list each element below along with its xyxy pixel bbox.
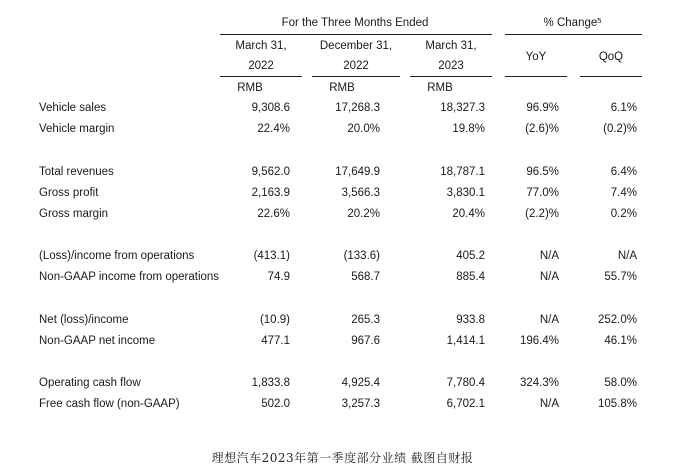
cell-q1-2022: 477.1 [261, 335, 290, 347]
change-group-header [505, 16, 640, 30]
cell-q1-2022: 22.6% [257, 208, 290, 220]
column-rule-yoy [505, 76, 567, 77]
cell-yoy: 96.5% [526, 166, 559, 178]
change-group-label: % Change [543, 17, 598, 29]
cell-q1-2022: 9,562.0 [251, 166, 290, 178]
unit-label-q4-2022: RMB [329, 82, 355, 94]
cell-qoq: 58.0% [604, 377, 637, 389]
cell-qoq: 6.4% [610, 166, 637, 178]
cell-qoq: 46.1% [604, 335, 637, 347]
row-label: (Loss)/income from operations [39, 250, 195, 262]
cell-q4-2022: (133.6) [343, 250, 380, 262]
cell-q1-2023: 19.8% [452, 123, 485, 135]
cell-q1-2023: 7,780.4 [446, 377, 485, 389]
cell-q1-2023: 20.4% [452, 208, 485, 220]
cell-yoy: 96.9% [526, 102, 559, 114]
row-label: Total revenues [39, 166, 114, 178]
cell-q1-2023: 933.8 [456, 314, 485, 326]
cell-q1-2022: 502.0 [261, 398, 290, 410]
row-label: Gross margin [39, 208, 109, 220]
cell-q4-2022: 568.7 [351, 271, 380, 283]
cell-q1-2022: 22.4% [257, 123, 290, 135]
cell-yoy: (2.2)% [525, 208, 559, 220]
cell-q4-2022: 265.3 [351, 314, 380, 326]
cell-q1-2022: (10.9) [259, 314, 290, 326]
cell-q1-2023: 18,327.3 [440, 102, 485, 114]
unit-label-q1-2022: RMB [237, 82, 263, 94]
cell-yoy: N/A [539, 250, 559, 262]
row-label: Vehicle sales [39, 102, 107, 114]
cell-q1-2022: 1,833.8 [251, 377, 290, 389]
cell-yoy: 196.4% [519, 335, 559, 347]
cell-q1-2022: 74.9 [267, 271, 290, 283]
column-header-q1-2023-date: March 31, [425, 40, 477, 52]
change-footnote-marker: 5 [597, 16, 602, 25]
cell-qoq: 0.2% [610, 208, 637, 220]
cell-yoy: N/A [539, 271, 559, 283]
cell-q4-2022: 4,925.4 [341, 377, 380, 389]
cell-q4-2022: 20.0% [347, 123, 380, 135]
image-caption: 理想汽车2023年第一季度部分业绩 截图自财报 [211, 451, 474, 465]
row-label: Non-GAAP net income [39, 335, 156, 347]
cell-q1-2022: 9,308.6 [251, 102, 290, 114]
column-rule-q1-2023 [410, 76, 492, 77]
cell-qoq: 6.1% [610, 102, 637, 114]
column-header-yoy: YoY [525, 51, 547, 63]
cell-q4-2022: 967.6 [351, 335, 380, 347]
cell-q4-2022: 3,257.3 [341, 398, 380, 410]
cell-q1-2023: 405.2 [456, 250, 485, 262]
column-header-qoq: QoQ [598, 51, 624, 63]
cell-q1-2022: 2,163.9 [251, 187, 290, 199]
cell-q4-2022: 3,566.3 [341, 187, 380, 199]
cell-qoq: 55.7% [604, 271, 637, 283]
row-label: Net (loss)/income [39, 314, 129, 326]
period-group-header: For the Three Months Ended [281, 17, 429, 29]
cell-qoq: 7.4% [610, 187, 637, 199]
row-label: Gross profit [39, 187, 99, 199]
cell-q1-2023: 885.4 [456, 271, 485, 283]
cell-qoq: (0.2)% [603, 123, 637, 135]
column-header-q1-2022-year: 2022 [248, 60, 274, 72]
row-label: Non-GAAP income from operations [39, 271, 220, 283]
cell-qoq: N/A [617, 250, 637, 262]
row-label: Vehicle margin [39, 123, 115, 135]
cell-qoq: 252.0% [597, 314, 637, 326]
row-label: Free cash flow (non-GAAP) [39, 398, 180, 410]
cell-yoy: N/A [539, 398, 559, 410]
column-header-q4-2022-year: 2022 [343, 60, 369, 72]
column-rule-qoq [580, 76, 642, 77]
change-group-rule [505, 34, 642, 35]
cell-q4-2022: 17,649.9 [335, 166, 380, 178]
cell-q1-2023: 6,702.1 [446, 398, 485, 410]
column-header-q1-2023-year: 2023 [438, 60, 464, 72]
cell-yoy: 77.0% [526, 187, 559, 199]
column-header-q1-2022-date: March 31, [235, 40, 287, 52]
column-rule-q1-2022 [220, 76, 302, 77]
cell-q1-2023: 18,787.1 [440, 166, 485, 178]
cell-q1-2022: (413.1) [253, 250, 290, 262]
period-group-rule [220, 34, 492, 35]
cell-qoq: 105.8% [597, 398, 637, 410]
column-header-q4-2022-date: December 31, [319, 40, 393, 52]
cell-q1-2023: 3,830.1 [446, 187, 485, 199]
cell-q1-2023: 1,414.1 [446, 335, 485, 347]
column-rule-q4-2022 [312, 76, 400, 77]
cell-q4-2022: 20.2% [347, 208, 380, 220]
cell-yoy: 324.3% [519, 377, 559, 389]
row-label: Operating cash flow [39, 377, 141, 389]
cell-yoy: N/A [539, 314, 559, 326]
cell-yoy: (2.6)% [525, 123, 559, 135]
unit-label-q1-2023: RMB [427, 82, 453, 94]
cell-q4-2022: 17,268.3 [335, 102, 380, 114]
